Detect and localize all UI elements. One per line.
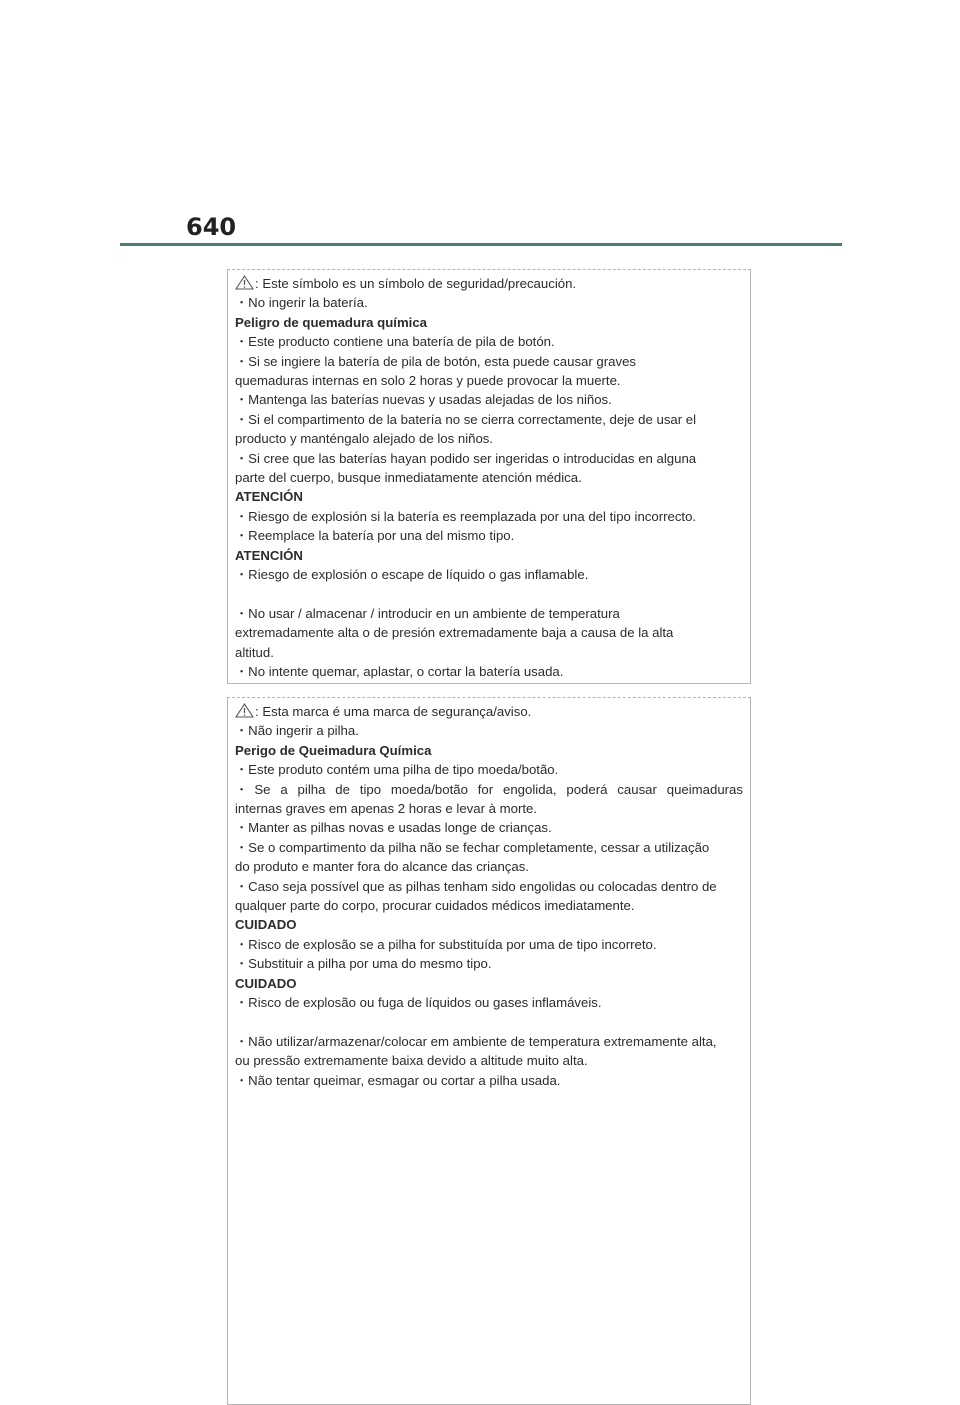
explosion-replace-line: ・Risco de explosão se a pilha for substituída por uma de tipo incorreto. <box>235 936 657 952</box>
spacer <box>235 1013 743 1032</box>
no-ingest-line: ・No ingerir la batería. <box>235 295 368 311</box>
contains-line: ・Este produto contém uma pilha de tipo moeda/botão. <box>235 762 559 778</box>
spanish-warning-box <box>227 269 751 684</box>
symbol-line <box>235 702 743 721</box>
compartment-line-1: ・Se o compartimento da pilha não se fechar completamente, cessar a utilização <box>235 839 710 855</box>
portuguese-warning-box <box>227 697 751 1405</box>
temperature-line-2: extremadamente alta o de presión extremadamente baja a causa de la alta <box>235 625 674 641</box>
symbol-line <box>235 274 743 293</box>
caution-heading-1: CUIDADO <box>235 917 297 933</box>
replace-line: ・Reemplace la batería por una del mismo tipo. <box>235 528 515 544</box>
swallow-line-2: quemaduras internas en solo 2 horas y puede provocar la muerte. <box>235 373 621 389</box>
page-number: 640 <box>186 213 237 241</box>
temperature-line-2: ou pressão extremamente baixa devido a altitude muito alta. <box>235 1053 588 1069</box>
chemical-burn-heading: Peligro de quemadura química <box>235 314 427 330</box>
no-burn-line: ・Não tentar queimar, esmagar ou cortar a pilha usada. <box>235 1072 561 1088</box>
warning-triangle-icon <box>235 703 254 718</box>
swallow-line-1: ・Si se ingiere la batería de pila de botón, esta puede causar graves <box>235 353 637 369</box>
explosion-leak-line: ・Risco de explosão ou fuga de líquidos ou gases inflamáveis. <box>235 995 602 1011</box>
swallow-line-2: internas graves em apenas 2 horas e levar à morte. <box>235 801 538 817</box>
replace-line: ・Substituir a pilha por uma do mesmo tipo. <box>235 956 492 972</box>
temperature-line-3: altitud. <box>235 644 274 660</box>
explosion-leak-line: ・Riesgo de explosión o escape de líquido o gas inflamable. <box>235 567 589 583</box>
caution-heading-2: CUIDADO <box>235 975 297 991</box>
no-burn-line: ・No intente quemar, aplastar, o cortar la batería usada. <box>235 664 564 680</box>
spacer <box>235 585 743 604</box>
keep-away-line: ・Manter as pilhas novas e usadas longe de crianças. <box>235 820 552 836</box>
attention-heading-2: ATENCIÓN <box>235 547 303 563</box>
header-rule <box>120 243 842 246</box>
ingested-line-1: ・Si cree que las baterías hayan podido ser ingeridas o introducidas en alguna <box>235 450 697 466</box>
ingested-line-2: qualquer parte do corpo, procurar cuidados médicos imediatamente. <box>235 898 635 914</box>
keep-away-line: ・Mantenga las baterías nuevas y usadas alejadas de los niños. <box>235 392 612 408</box>
compartment-line-2: producto y manténgalo alejado de los niños. <box>235 431 494 447</box>
compartment-line-1: ・Si el compartimento de la batería no se cierra correctamente, deje de usar el <box>235 411 697 427</box>
symbol-text: : Este símbolo es un símbolo de seguridad/precaución. <box>255 276 577 291</box>
warning-triangle-icon <box>235 275 254 290</box>
ingested-line-2: parte del cuerpo, busque inmediatamente atención médica. <box>235 470 582 486</box>
contains-line: ・Este producto contiene una batería de pila de botón. <box>235 334 555 350</box>
chemical-burn-heading: Perigo de Queimadura Química <box>235 742 432 758</box>
no-ingest-line: ・Não ingerir a pilha. <box>235 723 359 739</box>
temperature-line-1: ・Não utilizar/armazenar/colocar em ambiente de temperatura extremamente alta, <box>235 1033 717 1049</box>
attention-heading-1: ATENCIÓN <box>235 489 303 505</box>
explosion-replace-line: ・Riesgo de explosión si la batería es reemplazada por una del tipo incorrecto. <box>235 508 697 524</box>
swallow-line-1: ・Se a pilha de tipo moeda/botão for engolida, poderá causar queimaduras <box>235 781 743 797</box>
ingested-line-1: ・Caso seja possível que as pilhas tenham sido engolidas ou colocadas dentro de <box>235 878 717 894</box>
compartment-line-2: do produto e manter fora do alcance das crianças. <box>235 859 529 875</box>
temperature-line-1: ・No usar / almacenar / introducir en un ambiente de temperatura <box>235 605 620 621</box>
symbol-text: : Esta marca é uma marca de segurança/aviso. <box>255 704 532 719</box>
